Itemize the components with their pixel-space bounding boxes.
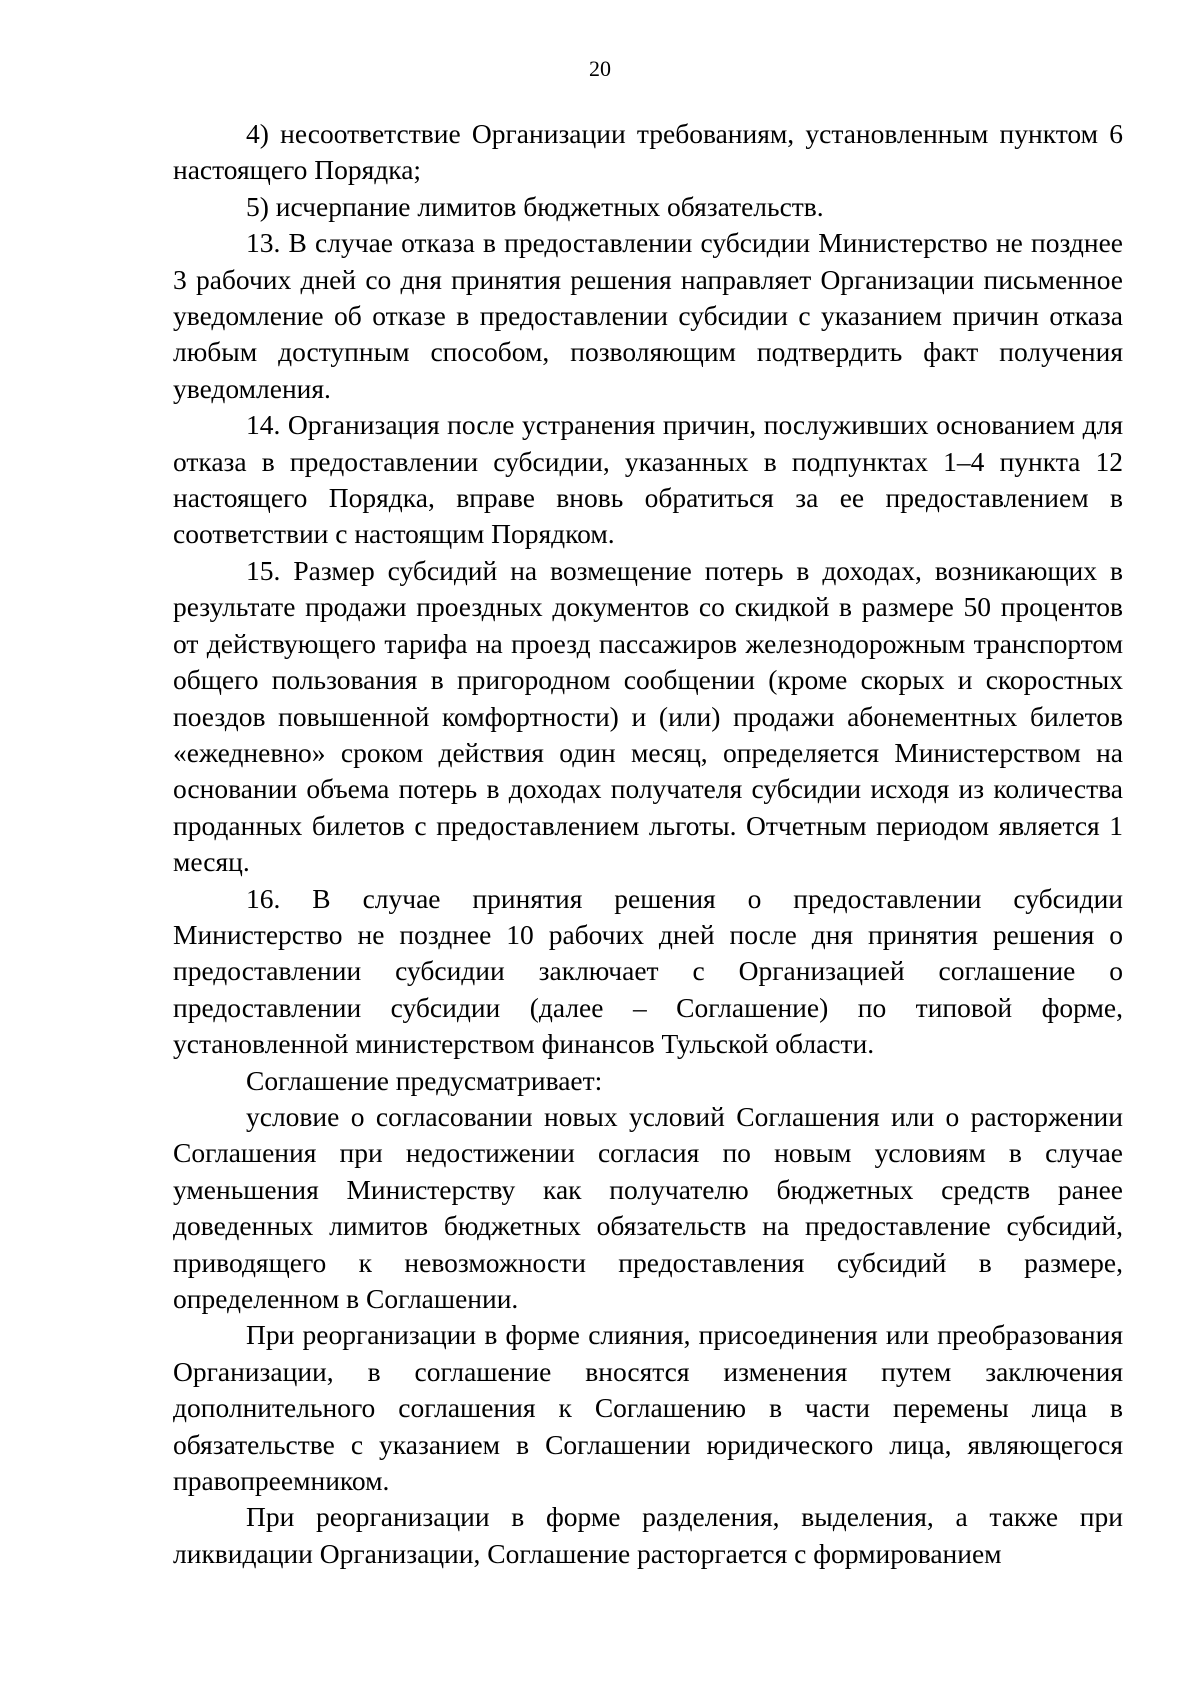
paragraph-item-5: 5) исчерпание лимитов бюджетных обязательств. bbox=[246, 190, 824, 222]
paragraph-clause-16: 16. В случае принятия решения о предоставлении субсидии Министерство не позднее 10 рабочих дней после дня принятия решения о предоставлении субсидии заключает с Организацией соглашение о предоставлении субсидии (далее – Соглашение) по типовой форме, установленной министерством финансов Тульской области. bbox=[173, 882, 1123, 1060]
paragraph-agreement-condition: условие о согласовании новых условий Соглашения или о расторжении Соглашения при недостижении согласия по новым условиям в случае уменьшения Министерству как получателю бюджетных средств ранее доведенных лимитов бюджетных обязательств на предоставление субсидий, приводящего к невозможности предоставления субсидий в размере, определенном в Соглашении. bbox=[173, 1100, 1123, 1314]
paragraph-clause-13: 13. В случае отказа в предоставлении субсидии Министерство не позднее 3 рабочих дней со дня принятия решения направляет Организации письменное уведомление об отказе в предоставлении субсидии с указанием причин отказа любым доступным способом, позволяющим подтвердить факт получения уведомления. bbox=[173, 227, 1123, 404]
document-body bbox=[173, 116, 1123, 1572]
paragraph-agreement-provides: Соглашение предусматривает: bbox=[246, 1064, 603, 1096]
paragraph-clause-14: 14. Организация после устранения причин, послуживших основанием для отказа в предоставлении субсидии, указанных в подпунктах 1–4 пункта 12 настоящего Порядка, вправе вновь обратиться за ее предоставлением в соответствии с настоящим Порядком. bbox=[173, 409, 1123, 550]
paragraph-item-4: 4) несоответствие Организации требованиям, установленным пунктом 6 настоящего Порядка; bbox=[173, 118, 1123, 186]
page-number: 20 bbox=[589, 56, 611, 81]
paragraph-clause-15: 15. Размер субсидий на возмещение потерь в доходах, возникающих в результате продажи проездных документов со скидкой в размере 50 процентов от действующего тарифа на проезд пассажиров железнодорожным транспортом общего пользования в пригородном сообщении (кроме скорых и скоростных поездов повышенной комфортности) и (или) продажи абонементных билетов «ежедневно» сроком действия один месяц, определяется Министерством на основании объема потерь в доходах получателя субсидии исходя из количества проданных билетов с предоставлением льготы. Отчетным периодом является 1 месяц. bbox=[173, 554, 1123, 878]
paragraph-reorganization-merger: При реорганизации в форме слияния, присоединения или преобразования Организации, в соглашение вносятся изменения путем заключения дополнительного соглашения к Соглашению в части перемены лица в обязательстве с указанием в Соглашении юридического лица, являющегося правопреемником. bbox=[173, 1319, 1123, 1497]
paragraph-reorganization-division: При реорганизации в форме разделения, выделения, а также при ликвидации Организации, Соглашение расторгается с формированием bbox=[173, 1501, 1123, 1569]
